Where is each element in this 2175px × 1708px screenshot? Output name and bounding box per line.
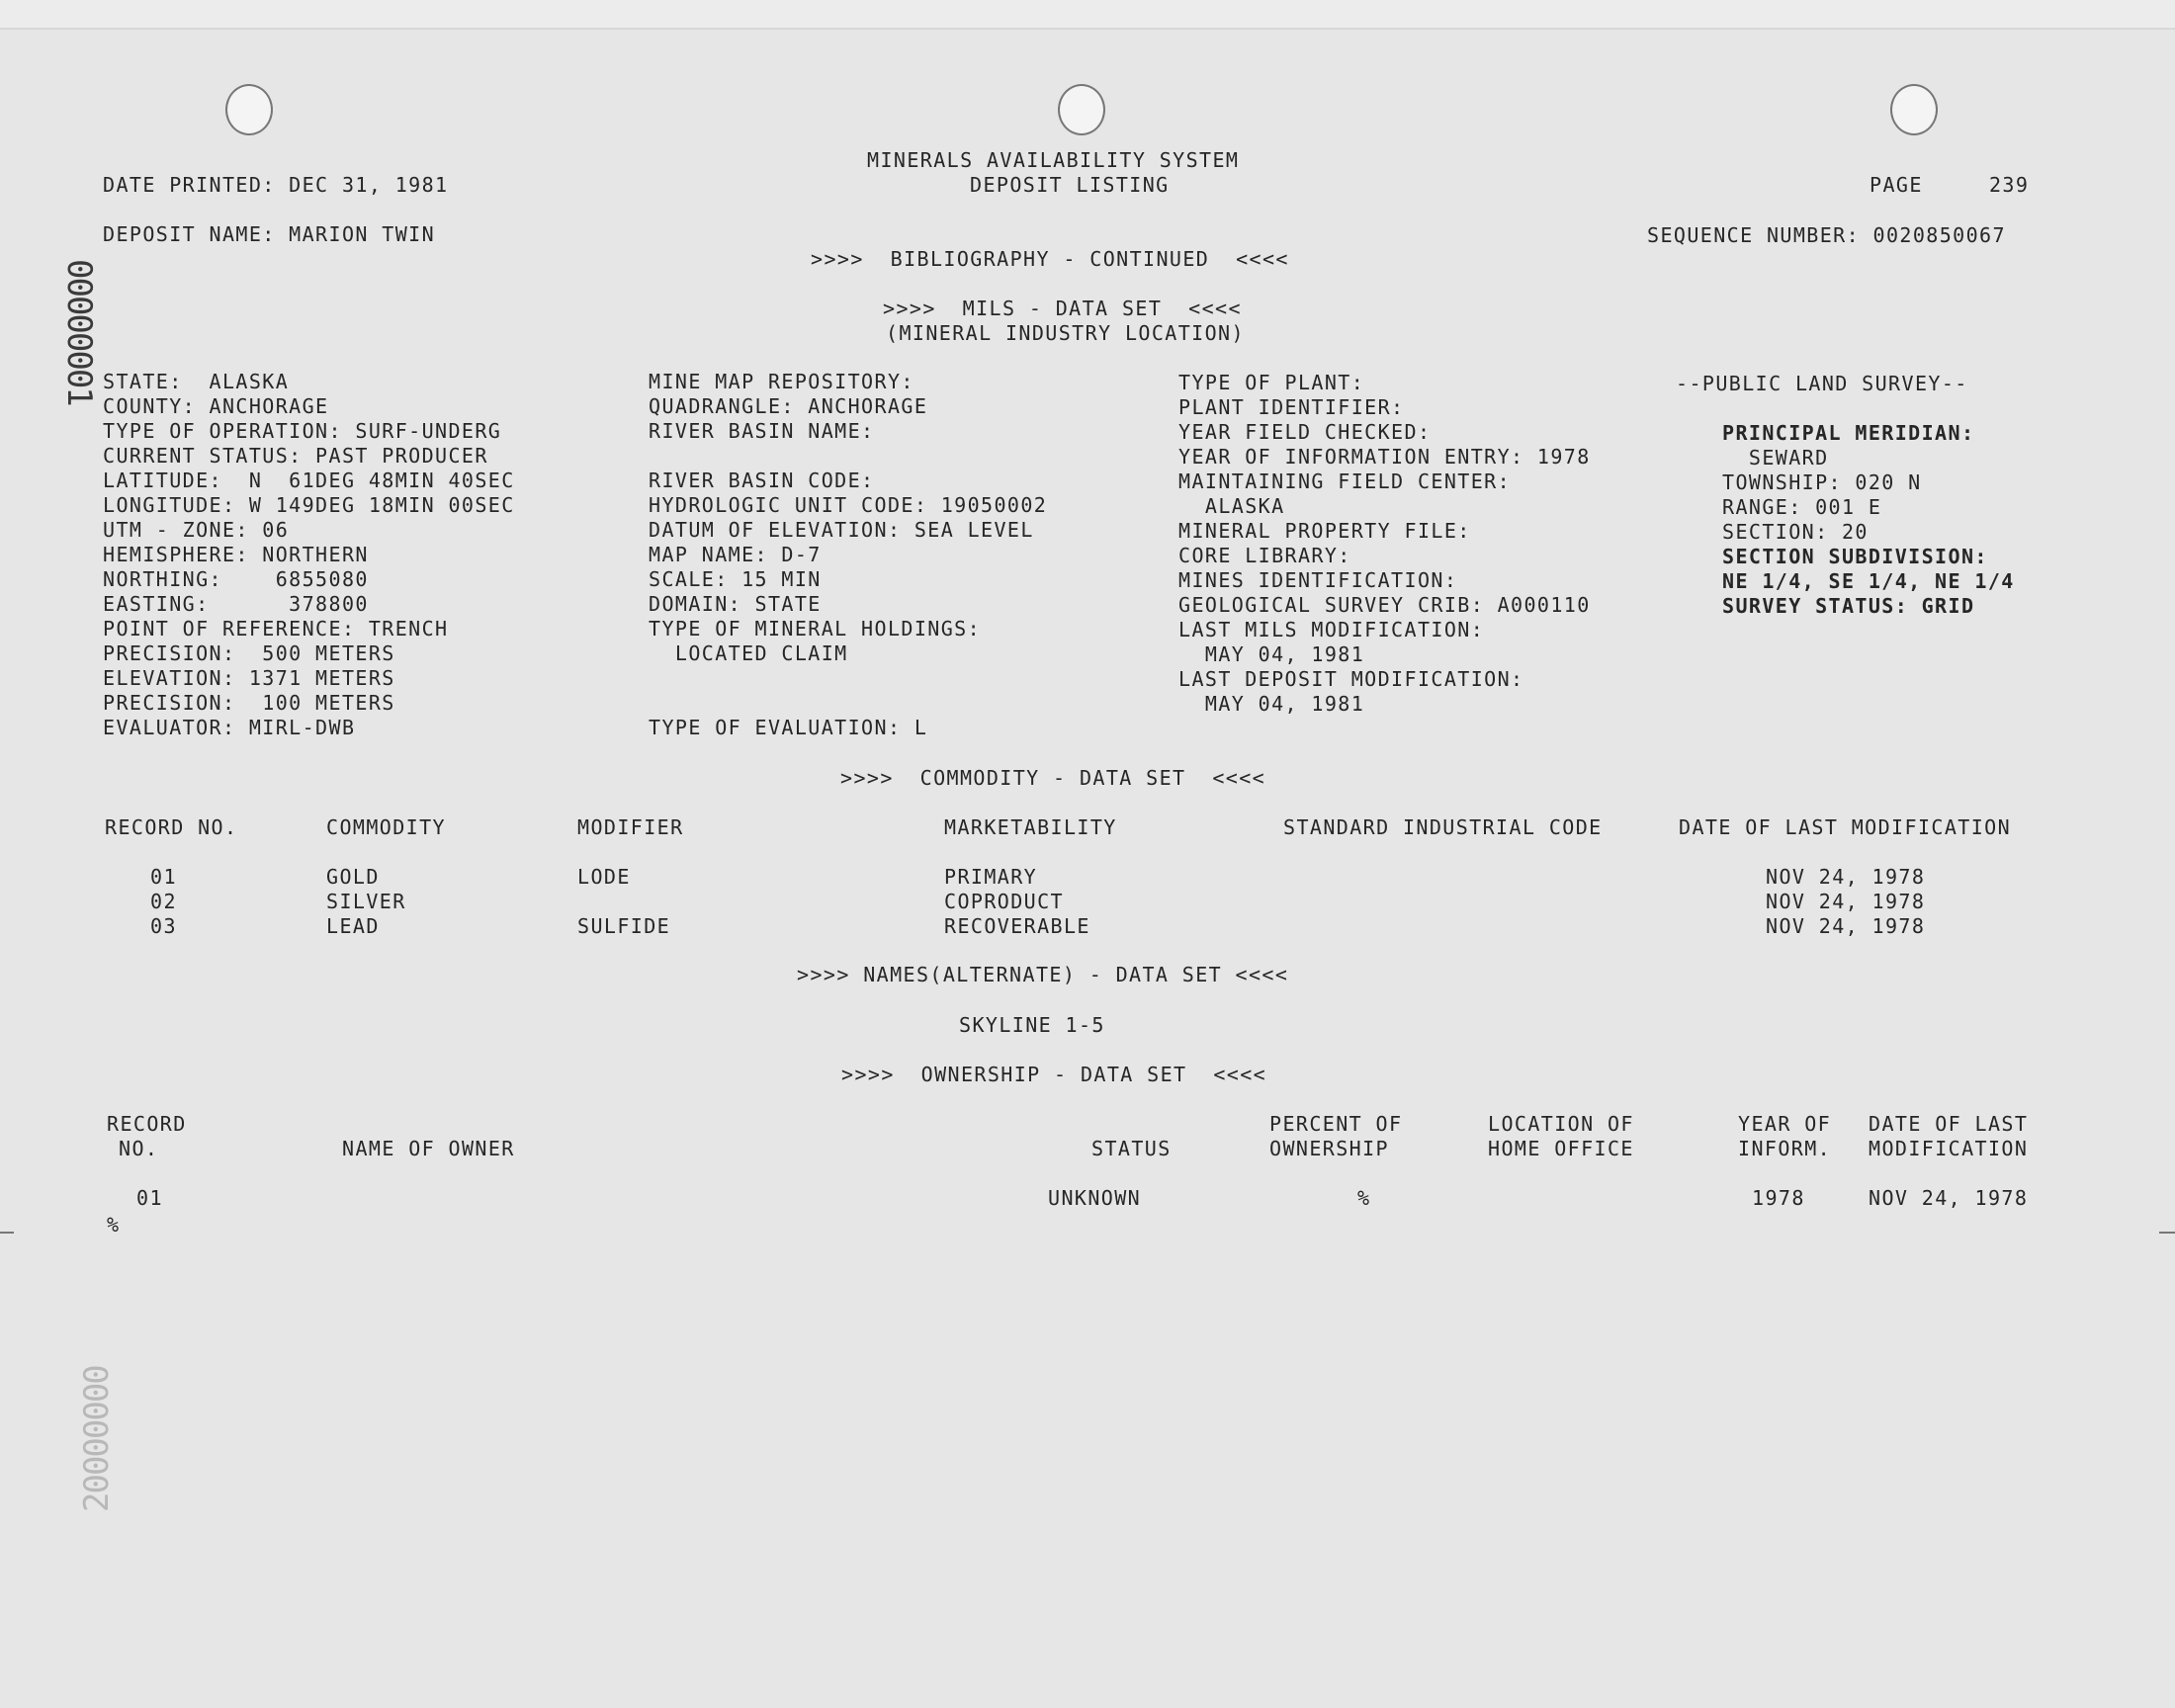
commodity-name: SILVER: [326, 890, 406, 913]
commodity-date: NOV 24, 1978: [1766, 865, 1926, 889]
mils-field: HYDROLOGIC UNIT CODE: 19050002: [649, 493, 1048, 517]
mils-field: PRECISION: 500 METERS: [103, 641, 395, 665]
mils-field: RANGE: 001 E: [1722, 495, 1882, 519]
mils-field: TYPE OF MINERAL HOLDINGS:: [649, 617, 982, 640]
listing-title: DEPOSIT LISTING: [970, 173, 1170, 197]
mils-field: RIVER BASIN CODE:: [649, 469, 875, 492]
record-number: 02: [150, 890, 177, 913]
mils-field: PLANT IDENTIFIER:: [1178, 395, 1405, 419]
system-title: MINERALS AVAILABILITY SYSTEM: [867, 148, 1240, 172]
punch-hole-center: [1058, 84, 1105, 135]
column-header: MODIFICATION: [1869, 1137, 2029, 1160]
mils-field: PRINCIPAL MERIDIAN:: [1722, 421, 1975, 445]
commodity-date: NOV 24, 1978: [1766, 914, 1926, 938]
commodity-marketability: COPRODUCT: [944, 890, 1064, 913]
mils-field: LATITUDE: N 61DEG 48MIN 40SEC: [103, 469, 515, 492]
column-header: OWNERSHIP: [1269, 1137, 1389, 1160]
mils-field: SECTION: 20: [1722, 520, 1869, 544]
column-header: PERCENT OF: [1269, 1112, 1403, 1136]
mils-field: TYPE OF EVALUATION: L: [649, 716, 928, 739]
modification-date: NOV 24, 1978: [1869, 1186, 2029, 1210]
mils-field: SCALE: 15 MIN: [649, 567, 822, 591]
mils-field: POINT OF REFERENCE: TRENCH: [103, 617, 449, 640]
punch-hole-left: [225, 84, 273, 135]
mils-field: YEAR FIELD CHECKED:: [1178, 420, 1432, 444]
record-number: 01: [136, 1186, 163, 1210]
mils-field: SURVEY STATUS: GRID: [1722, 594, 1975, 618]
mils-subtitle: (MINERAL INDUSTRY LOCATION): [886, 321, 1245, 345]
mils-field: NE 1/4, SE 1/4, NE 1/4: [1722, 569, 2015, 593]
mils-field: EVALUATOR: MIRL-DWB: [103, 716, 356, 739]
commodity-name: LEAD: [326, 914, 380, 938]
mils-field: MINES IDENTIFICATION:: [1178, 568, 1458, 592]
info-year: 1978: [1752, 1186, 1805, 1210]
column-header: MODIFIER: [577, 815, 684, 839]
record-number: 01: [150, 865, 177, 889]
margin-frame-number-faint: 20000000: [77, 1366, 117, 1512]
column-header: DATE OF LAST MODIFICATION: [1679, 815, 2012, 839]
column-header: STANDARD INDUSTRIAL CODE: [1283, 815, 1603, 839]
mils-field: ELEVATION: 1371 METERS: [103, 666, 395, 690]
mils-field: MINERAL PROPERTY FILE:: [1178, 519, 1471, 543]
mils-field: STATE: ALASKA: [103, 370, 290, 393]
mils-field: HEMISPHERE: NORTHERN: [103, 543, 369, 566]
mils-field: DATUM OF ELEVATION: SEA LEVEL: [649, 518, 1034, 542]
bibliography-banner: >>>> BIBLIOGRAPHY - CONTINUED <<<<: [811, 247, 1289, 271]
commodity-marketability: RECOVERABLE: [944, 914, 1090, 938]
commodity-marketability: PRIMARY: [944, 865, 1038, 889]
mils-field: LAST DEPOSIT MODIFICATION:: [1178, 667, 1524, 691]
column-header: NAME OF OWNER: [342, 1137, 515, 1160]
mils-field: MAY 04, 1981: [1178, 692, 1365, 716]
punch-hole-right: [1890, 84, 1938, 135]
edge-cut-line-left: [0, 1232, 14, 1234]
mils-field: QUADRANGLE: ANCHORAGE: [649, 394, 928, 418]
column-header: INFORM.: [1738, 1137, 1832, 1160]
date-printed: DATE PRINTED: DEC 31, 1981: [103, 173, 449, 197]
mils-banner: >>>> MILS - DATA SET <<<<: [883, 297, 1242, 320]
mils-field: LONGITUDE: W 149DEG 18MIN 00SEC: [103, 493, 515, 517]
mils-field: PRECISION: 100 METERS: [103, 691, 395, 715]
mils-field: MAP NAME: D-7: [649, 543, 822, 566]
mils-field: UTM - ZONE: 06: [103, 518, 290, 542]
column-header: HOME OFFICE: [1488, 1137, 1634, 1160]
mils-field: GEOLOGICAL SURVEY CRIB: A000110: [1178, 593, 1591, 617]
column-header: NO.: [119, 1137, 159, 1160]
column-header: STATUS: [1091, 1137, 1172, 1160]
mils-field: RIVER BASIN NAME:: [649, 419, 875, 443]
record-number: 03: [150, 914, 177, 938]
plss-title: --PUBLIC LAND SURVEY--: [1676, 372, 1968, 395]
mils-field: LOCATED CLAIM: [649, 641, 848, 665]
mils-field: LAST MILS MODIFICATION:: [1178, 618, 1485, 641]
column-header: MARKETABILITY: [944, 815, 1117, 839]
mils-field: CORE LIBRARY:: [1178, 544, 1351, 567]
commodity-modifier: LODE: [577, 865, 631, 889]
commodity-name: GOLD: [326, 865, 380, 889]
names-banner: >>>> NAMES(ALTERNATE) - DATA SET <<<<: [797, 963, 1289, 986]
column-header: DATE OF LAST: [1869, 1112, 2029, 1136]
column-header: LOCATION OF: [1488, 1112, 1634, 1136]
commodity-banner: >>>> COMMODITY - DATA SET <<<<: [840, 766, 1266, 790]
mils-field: COUNTY: ANCHORAGE: [103, 394, 329, 418]
margin-frame-number: 00000001: [59, 259, 99, 405]
mils-field: SEWARD: [1722, 446, 1829, 470]
mils-field: YEAR OF INFORMATION ENTRY: 1978: [1178, 445, 1591, 469]
mils-field: TYPE OF PLANT:: [1178, 371, 1365, 394]
ownership-percent: %: [1357, 1186, 1371, 1210]
sequence-number: SEQUENCE NUMBER: 0020850067: [1647, 223, 2006, 247]
mils-field: MAINTAINING FIELD CENTER:: [1178, 470, 1512, 493]
mils-field: TYPE OF OPERATION: SURF-UNDERG: [103, 419, 502, 443]
owner-status: UNKNOWN: [1048, 1186, 1142, 1210]
column-header: RECORD NO.: [105, 815, 238, 839]
mils-field: CURRENT STATUS: PAST PRODUCER: [103, 444, 488, 468]
column-header: RECORD: [107, 1112, 187, 1136]
mils-field: SECTION SUBDIVISION:: [1722, 545, 1988, 568]
deposit-name: DEPOSIT NAME: MARION TWIN: [103, 222, 436, 246]
ownership-footnote: %: [107, 1213, 121, 1237]
mils-field: MINE MAP REPOSITORY:: [649, 370, 914, 393]
edge-cut-line-right: [2159, 1232, 2175, 1234]
mils-field: DOMAIN: STATE: [649, 592, 822, 616]
ownership-banner: >>>> OWNERSHIP - DATA SET <<<<: [841, 1063, 1267, 1086]
commodity-date: NOV 24, 1978: [1766, 890, 1926, 913]
alternate-name: SKYLINE 1-5: [959, 1013, 1105, 1037]
mils-field: MAY 04, 1981: [1178, 642, 1365, 666]
mils-field: ALASKA: [1178, 494, 1285, 518]
mils-field: NORTHING: 6855080: [103, 567, 369, 591]
column-header: COMMODITY: [326, 815, 446, 839]
page-number: PAGE 239: [1870, 173, 2030, 197]
mils-field: EASTING: 378800: [103, 592, 369, 616]
commodity-modifier: SULFIDE: [577, 914, 671, 938]
mils-field: TOWNSHIP: 020 N: [1722, 470, 1922, 494]
column-header: YEAR OF: [1738, 1112, 1832, 1136]
